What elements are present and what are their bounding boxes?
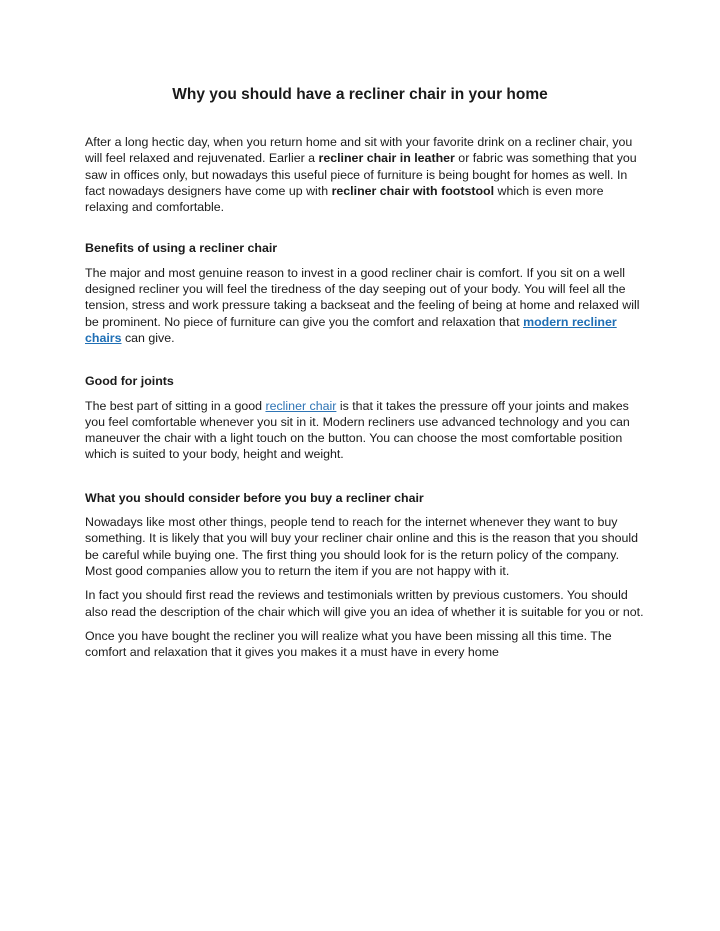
- spacer: [85, 471, 645, 490]
- benefits-heading: Benefits of using a recliner chair: [85, 241, 278, 256]
- joints-text-2: is that it takes the pressure off your joints and makes you feel comfortable whenever you sit in it. Modern recliners use advanced technology and you can maneuver the chair with a light touch on the button. You can choose the most comfortable position which is suited to your body, height and weight.: [85, 398, 630, 462]
- joints-paragraph: [85, 398, 645, 463]
- intro-bold-1: recliner chair in leather: [318, 151, 455, 166]
- benefits-text-1: The major and most genuine reason to invest in a good recliner chair is comfort. If you sit on a well designed recliner you will feel the tiredness of the day seeping out of your body. You will feel all the tension, stress and work pressure taking a backseat and the feeling of being at home and relaxed will be prominent. No piece of furniture can give you the comfort and relaxation that: [85, 265, 640, 329]
- intro-text-3: which is even more relaxing and comfortable.: [85, 183, 604, 215]
- joints-text-1: The best part of sitting in a good: [85, 398, 266, 413]
- document-title: Why you should have a recliner chair in your home: [172, 86, 548, 103]
- intro-bold-2: recliner chair with footstool: [331, 183, 495, 198]
- benefits-text-2: can give.: [121, 330, 175, 345]
- consider-paragraph-2: In fact you should first read the reviews and testimonials written by previous customers. You should also read the description of the chair which will give you an idea of whether it is suitable for you or not.: [85, 588, 644, 619]
- intro-paragraph: [85, 134, 645, 215]
- spacer: [85, 215, 645, 240]
- document-body: [85, 134, 645, 668]
- benefits-paragraph: [85, 265, 645, 346]
- consider-heading: What you should consider before you buy a recliner chair: [85, 490, 424, 505]
- consider-paragraph-1: Nowadays like most other things, people tend to reach for the internet whenever they want to buy something. It is likely that you will buy your recliner chair online and this is the reason that you should be careful while buying one. The first thing you should look for is the return policy of the company. Most good companies allow you to return the item if you are not happy with it.: [85, 515, 639, 578]
- consider-paragraph-3: Once you have bought the recliner you will realize what you have been missing all this time. The comfort and relaxation that it gives you makes it a must have in every home: [85, 628, 612, 660]
- modern-recliner-chairs-link[interactable]: modern recliner chairs: [85, 314, 617, 345]
- spacer: [85, 354, 645, 373]
- joints-heading: Good for joints: [85, 374, 174, 389]
- recliner-chair-link[interactable]: recliner chair: [265, 398, 337, 413]
- intro-text-2: or fabric was something that you saw in offices only, but nowadays this useful piece of furniture is being bought for homes as well. In fact nowadays designers have come up with: [85, 151, 637, 198]
- intro-text-1: After a long hectic day, when you return home and sit with your favorite drink on a recliner chair, you will feel relaxed and rejuvenated. Earlier a: [85, 135, 633, 166]
